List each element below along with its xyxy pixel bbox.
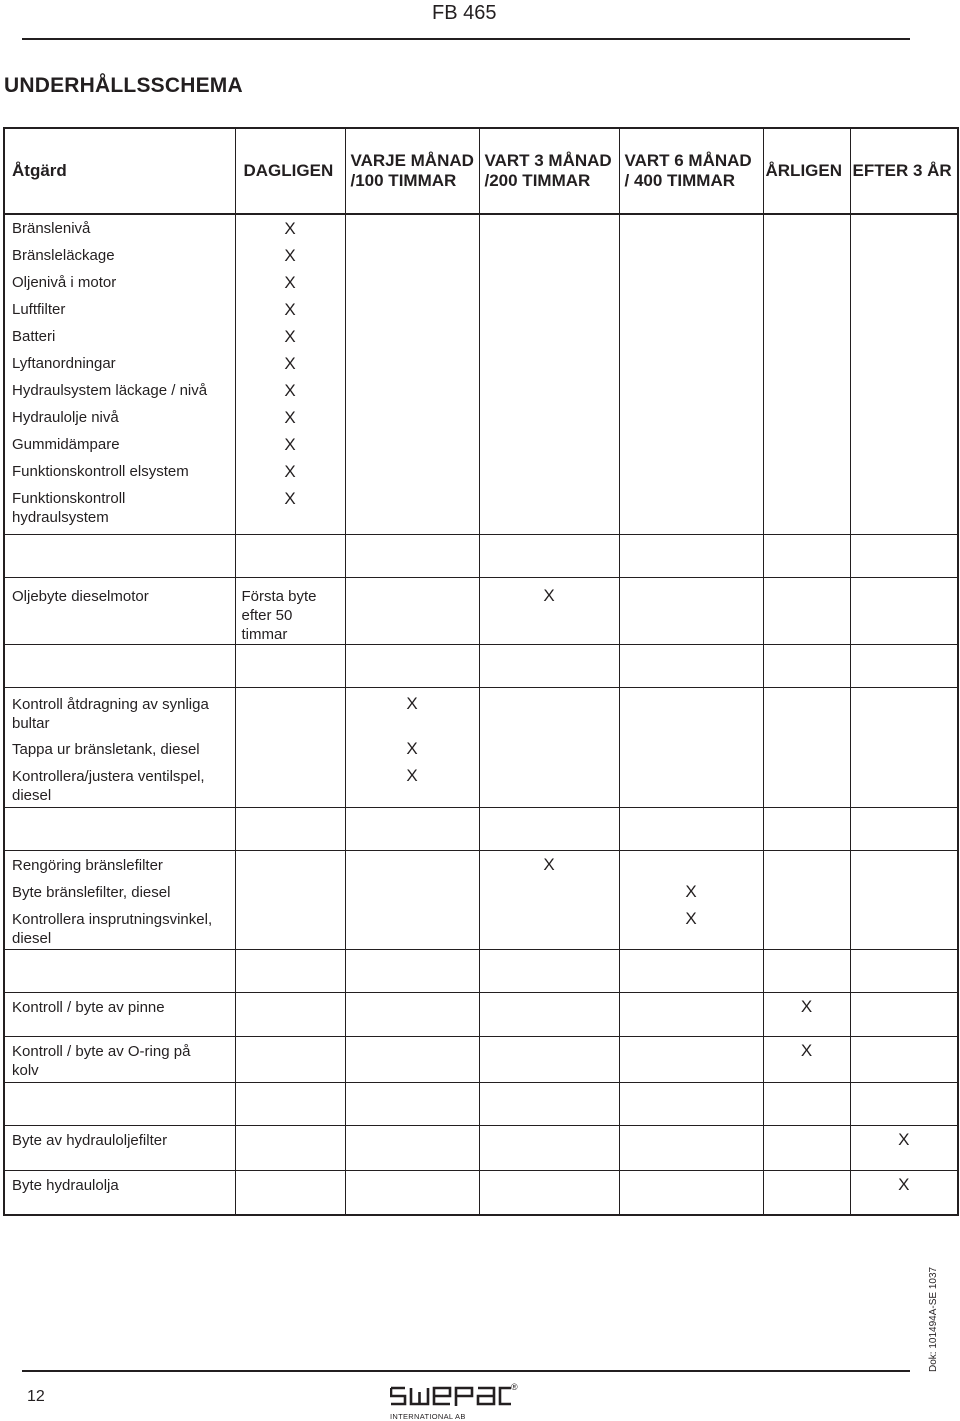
spacer-row — [4, 807, 958, 850]
header-rule — [22, 38, 910, 40]
spacer-row — [4, 1082, 958, 1125]
daily-mark: X — [284, 300, 296, 319]
col-daily: DAGLIGEN — [235, 128, 345, 214]
mark-yearly: X — [800, 1040, 813, 1060]
task-item: Byte hydraulolja — [12, 1176, 119, 1194]
daily-group — [4, 214, 958, 534]
page-title: UNDERHÅLLSSCHEMA — [4, 74, 243, 97]
task-item: Luftfilter — [12, 301, 66, 318]
task-item: Rengöring bränslefilter — [12, 856, 163, 874]
mark-3-months: X — [543, 854, 555, 874]
swepac-wordmark — [390, 1386, 512, 1406]
model-name: FB 465 — [432, 2, 497, 24]
fuel-group — [4, 850, 958, 949]
spacer-row — [4, 534, 958, 577]
daily-mark: X — [284, 354, 296, 373]
mark-monthly: X — [406, 693, 418, 713]
task-item: Byte av hydrauloljefilter — [12, 1131, 168, 1149]
daily-mark: X — [284, 435, 296, 454]
col-6-months: VART 6 MÅNAD / 400 TIMMAR — [619, 128, 763, 214]
task-item: Bränsleläckage — [12, 247, 115, 264]
mark-6-months: X — [685, 908, 697, 928]
col-3-months: VART 3 MÅNAD /200 TIMMAR — [479, 128, 619, 214]
swepac-logo — [390, 1382, 520, 1421]
task-item: Tappa ur bränsletank, diesel — [12, 740, 200, 758]
col-after-3-years: EFTER 3 ÅR — [850, 128, 958, 214]
mark-yearly: X — [800, 996, 813, 1016]
mark-after-3-years: X — [898, 1129, 910, 1149]
daily-mark: X — [284, 219, 296, 238]
document-id: Dok: 101494A-SE 1037 — [928, 1266, 939, 1372]
task-item: Byte bränslefilter, diesel — [12, 883, 171, 901]
col-yearly: ÅRLIGEN — [763, 128, 850, 214]
daily-mark: X — [284, 327, 296, 346]
monthly-group — [4, 687, 958, 807]
maintenance-table — [3, 127, 959, 1216]
mark-6-months: X — [685, 881, 697, 901]
daily-mark: X — [284, 462, 296, 481]
daily-mark: X — [284, 489, 296, 508]
footer-rule — [22, 1370, 910, 1372]
col-action: Åtgärd — [4, 128, 235, 214]
task-item: Hydraulolje nivå — [12, 409, 119, 426]
registered-mark: ® — [511, 1382, 518, 1392]
task-item: Kontrollera insprutningsvinkel, diesel — [12, 910, 213, 947]
yearly-row — [4, 992, 958, 1036]
yearly-row — [4, 1036, 958, 1082]
daily-mark: X — [284, 273, 296, 292]
spacer-row — [4, 644, 958, 687]
three-year-row — [4, 1125, 958, 1170]
task-item: Kontroll / byte av O-ring på kolv — [12, 1042, 191, 1079]
spacer-row — [4, 949, 958, 992]
task-item: Oljebyte dieselmotor — [12, 587, 149, 605]
col-monthly: VARJE MÅNAD /100 TIMMAR — [345, 128, 479, 214]
task-item: Oljenivå i motor — [12, 274, 117, 291]
task-item: Hydraulsystem läckage / nivå — [12, 382, 208, 399]
task-item: Gummidämpare — [12, 436, 120, 453]
three-year-row — [4, 1170, 958, 1215]
page-number: 12 — [27, 1388, 45, 1405]
mark-monthly: X — [406, 765, 418, 785]
daily-mark: X — [284, 408, 296, 427]
oil-change-row — [4, 577, 958, 644]
daily-mark: X — [284, 381, 296, 400]
task-item: Kontroll åtdragning av synliga bultar — [12, 695, 209, 732]
mark-monthly: X — [406, 738, 418, 758]
first-change-note: Första byte efter 50 timmar — [241, 587, 317, 643]
task-item: Funktionskontroll elsystem — [12, 463, 189, 480]
mark-3-months: X — [543, 585, 555, 605]
table-header — [4, 128, 958, 214]
task-item: Funktionskontroll hydraulsystem — [12, 490, 126, 526]
mark-after-3-years: X — [898, 1174, 910, 1194]
task-item: Lyftanordningar — [12, 355, 116, 372]
brand-subtitle: INTERNATIONAL AB — [390, 1412, 466, 1421]
task-item: Bränslenivå — [12, 220, 91, 237]
task-item: Kontroll / byte av pinne — [12, 998, 165, 1016]
task-item: Batteri — [12, 328, 56, 345]
task-item: Kontrollera/justera ventilspel, diesel — [12, 767, 205, 804]
daily-mark: X — [284, 246, 296, 265]
